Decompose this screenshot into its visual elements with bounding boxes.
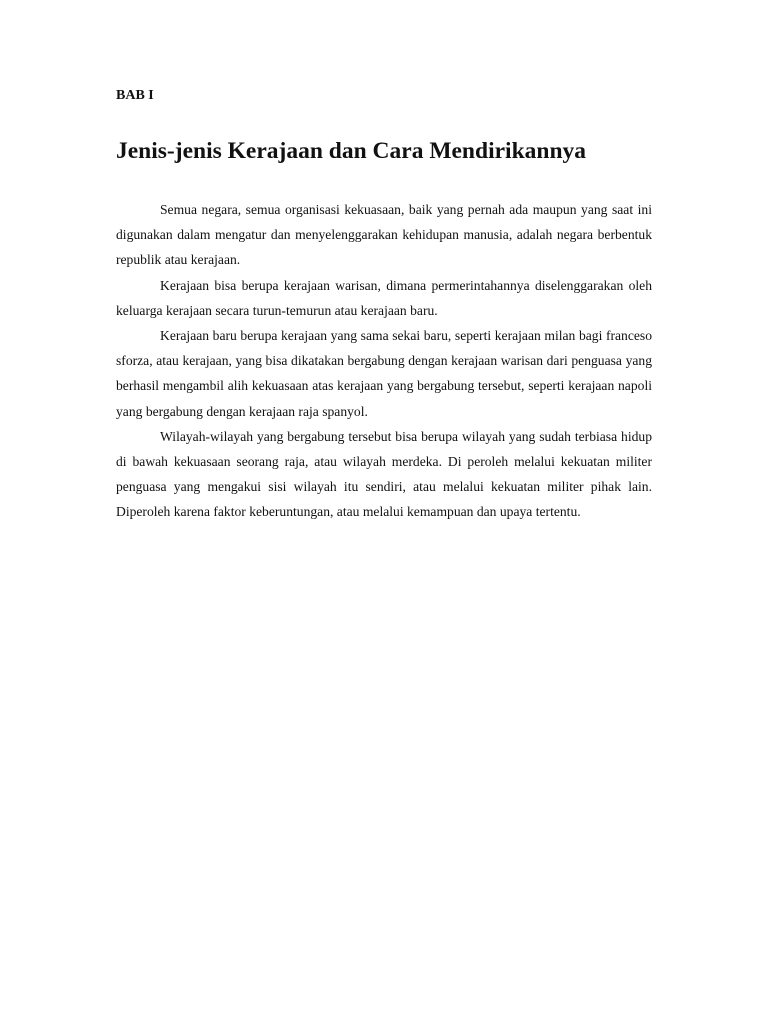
paragraph: Kerajaan baru berupa kerajaan yang sama sekai baru, seperti kerajaan milan bagi franceso sforza, atau kerajaan, yang bisa dikatakan bergabung dengan kerajaan warisan dari penguasa yang berhasil mengambil alih kekuasaan atas kerajaan yang bergabung tersebut, seperti kerajaan napoli yang bergabung dengan kerajaan raja spanyol. <box>116 328 652 419</box>
paragraph: Kerajaan bisa berupa kerajaan warisan, dimana permerintahannya diselenggarakan oleh keluarga kerajaan secara turun-temurun atau kerajaan baru. <box>116 277 652 318</box>
chapter-title: Jenis-jenis Kerajaan dan Cara Mendirikannya <box>116 138 587 164</box>
chapter-label: BAB I <box>116 88 154 103</box>
paragraph: Semua negara, semua organisasi kekuasaan, baik yang pernah ada maupun yang saat ini digunakan dalam mengatur dan menyelenggarakan kehidupan manusia, adalah negara berbentuk republik atau kerajaan. <box>116 202 652 268</box>
body-text <box>116 197 652 525</box>
document-content <box>116 86 652 525</box>
paragraph: Wilayah-wilayah yang bergabung tersebut bisa berupa wilayah yang sudah terbiasa hidup di bawah kekuasaan seorang raja, atau wilayah merdeka. Di peroleh melalui kekuatan militer penguasa yang mengakui sisi wilayah itu sendiri, atau melalui kekuatan militer pihak lain. Diperoleh karena faktor keberuntungan, atau melalui kemampuan dan upaya tertentu. <box>116 428 652 520</box>
